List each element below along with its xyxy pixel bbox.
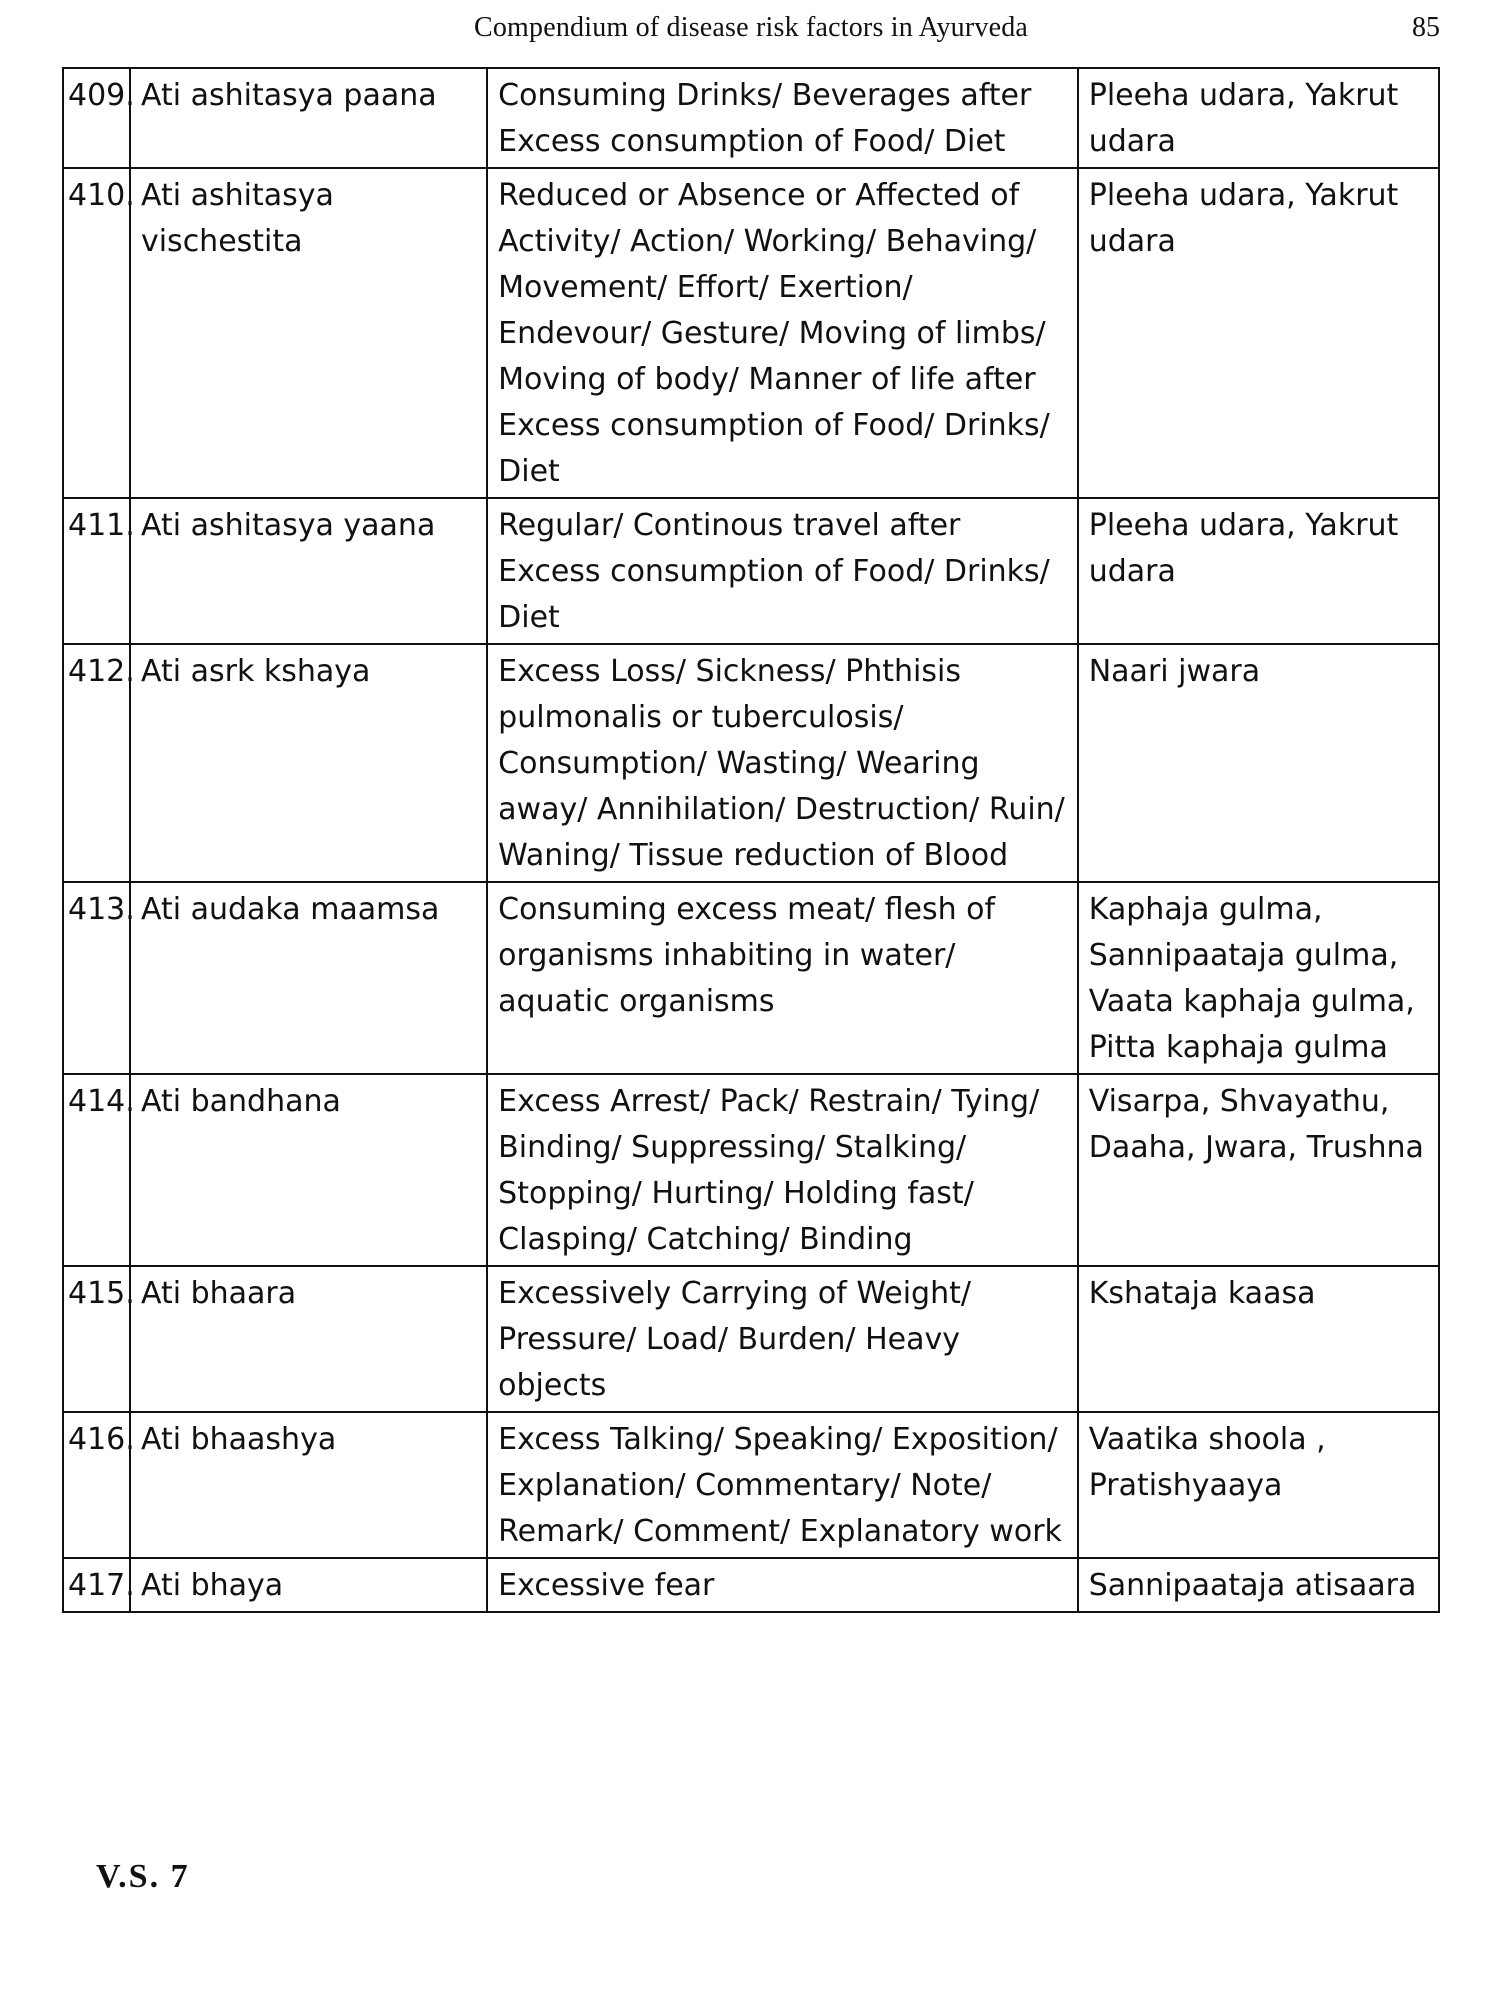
row-number: 409. [63,68,130,168]
table-row [63,1074,1439,1266]
risk-factor-name: Ati asrk kshaya [130,644,487,882]
associated-diseases: Sannipaataja atisaara [1078,1558,1439,1612]
risk-factor-meaning: Excess Loss/ Sickness/ Phthisis pulmonalis or tuberculosis/ Consumption/ Wasting/ Wearing away/ Annihilation/ Destruction/ Ruin/ Waning/ Tissue reduction of Blood [487,644,1078,882]
risk-factor-name: Ati audaka maamsa [130,882,487,1074]
risk-factor-name: Ati ashitasya vischestita [130,168,487,498]
row-number: 412. [63,644,130,882]
associated-diseases: Vaatika shoola , Pratishyaaya [1078,1412,1439,1558]
risk-factor-name: Ati ashitasya yaana [130,498,487,644]
row-number: 414. [63,1074,130,1266]
page-number: 85 [1412,12,1440,43]
associated-diseases: Pleeha udara, Yakrut udara [1078,168,1439,498]
risk-factor-name: Ati ashitasya paana [130,68,487,168]
table-row [63,1412,1439,1558]
risk-factor-meaning: Excessive fear [487,1558,1078,1612]
associated-diseases: Pleeha udara, Yakrut udara [1078,68,1439,168]
risk-factor-meaning: Consuming Drinks/ Beverages after Excess consumption of Food/ Diet [487,68,1078,168]
risk-factor-name: Ati bhaashya [130,1412,487,1558]
row-number: 413. [63,882,130,1074]
risk-factor-name: Ati bandhana [130,1074,487,1266]
risk-factor-meaning: Regular/ Continous travel after Excess consumption of Food/ Drinks/ Diet [487,498,1078,644]
risk-factor-meaning: Reduced or Absence or Affected of Activity/ Action/ Working/ Behaving/ Movement/ Effort/ Exertion/ Endevour/ Gesture/ Moving of limbs/ Moving of body/ Manner of life after Excess consumption of Food/ Drinks/ Diet [487,168,1078,498]
risk-factor-meaning: Excess Arrest/ Pack/ Restrain/ Tying/ Binding/ Suppressing/ Stalking/ Stopping/ Hurting/ Holding fast/ Clasping/ Catching/ Binding [487,1074,1078,1266]
table-row [63,68,1439,168]
risk-factor-table [62,67,1440,1613]
page-header [62,12,1440,52]
table-row [63,498,1439,644]
table-row [63,168,1439,498]
risk-factor-meaning: Consuming excess meat/ flesh of organisms inhabiting in water/ aquatic organisms [487,882,1078,1074]
table-row [63,1558,1439,1612]
associated-diseases: Kshataja kaasa [1078,1266,1439,1412]
risk-factor-name: Ati bhaya [130,1558,487,1612]
row-number: 416. [63,1412,130,1558]
associated-diseases: Pleeha udara, Yakrut udara [1078,498,1439,644]
associated-diseases: Naari jwara [1078,644,1439,882]
signature-mark: V.S. 7 [96,1858,190,1895]
row-number: 417. [63,1558,130,1612]
associated-diseases: Kaphaja gulma, Sannipaataja gulma, Vaata kaphaja gulma, Pitta kaphaja gulma [1078,882,1439,1074]
row-number: 415. [63,1266,130,1412]
associated-diseases: Visarpa, Shvayathu, Daaha, Jwara, Trushna [1078,1074,1439,1266]
running-title: Compendium of disease risk factors in Ayurveda [473,12,1029,43]
table-row [63,644,1439,882]
risk-factor-name: Ati bhaara [130,1266,487,1412]
row-number: 411. [63,498,130,644]
risk-factor-meaning: Excess Talking/ Speaking/ Exposition/ Explanation/ Commentary/ Note/ Remark/ Comment/ Explanatory work [487,1412,1078,1558]
table-row [63,882,1439,1074]
row-number: 410. [63,168,130,498]
risk-factor-table-body [63,68,1439,1612]
risk-factor-meaning: Excessively Carrying of Weight/ Pressure/ Load/ Burden/ Heavy objects [487,1266,1078,1412]
table-row [63,1266,1439,1412]
